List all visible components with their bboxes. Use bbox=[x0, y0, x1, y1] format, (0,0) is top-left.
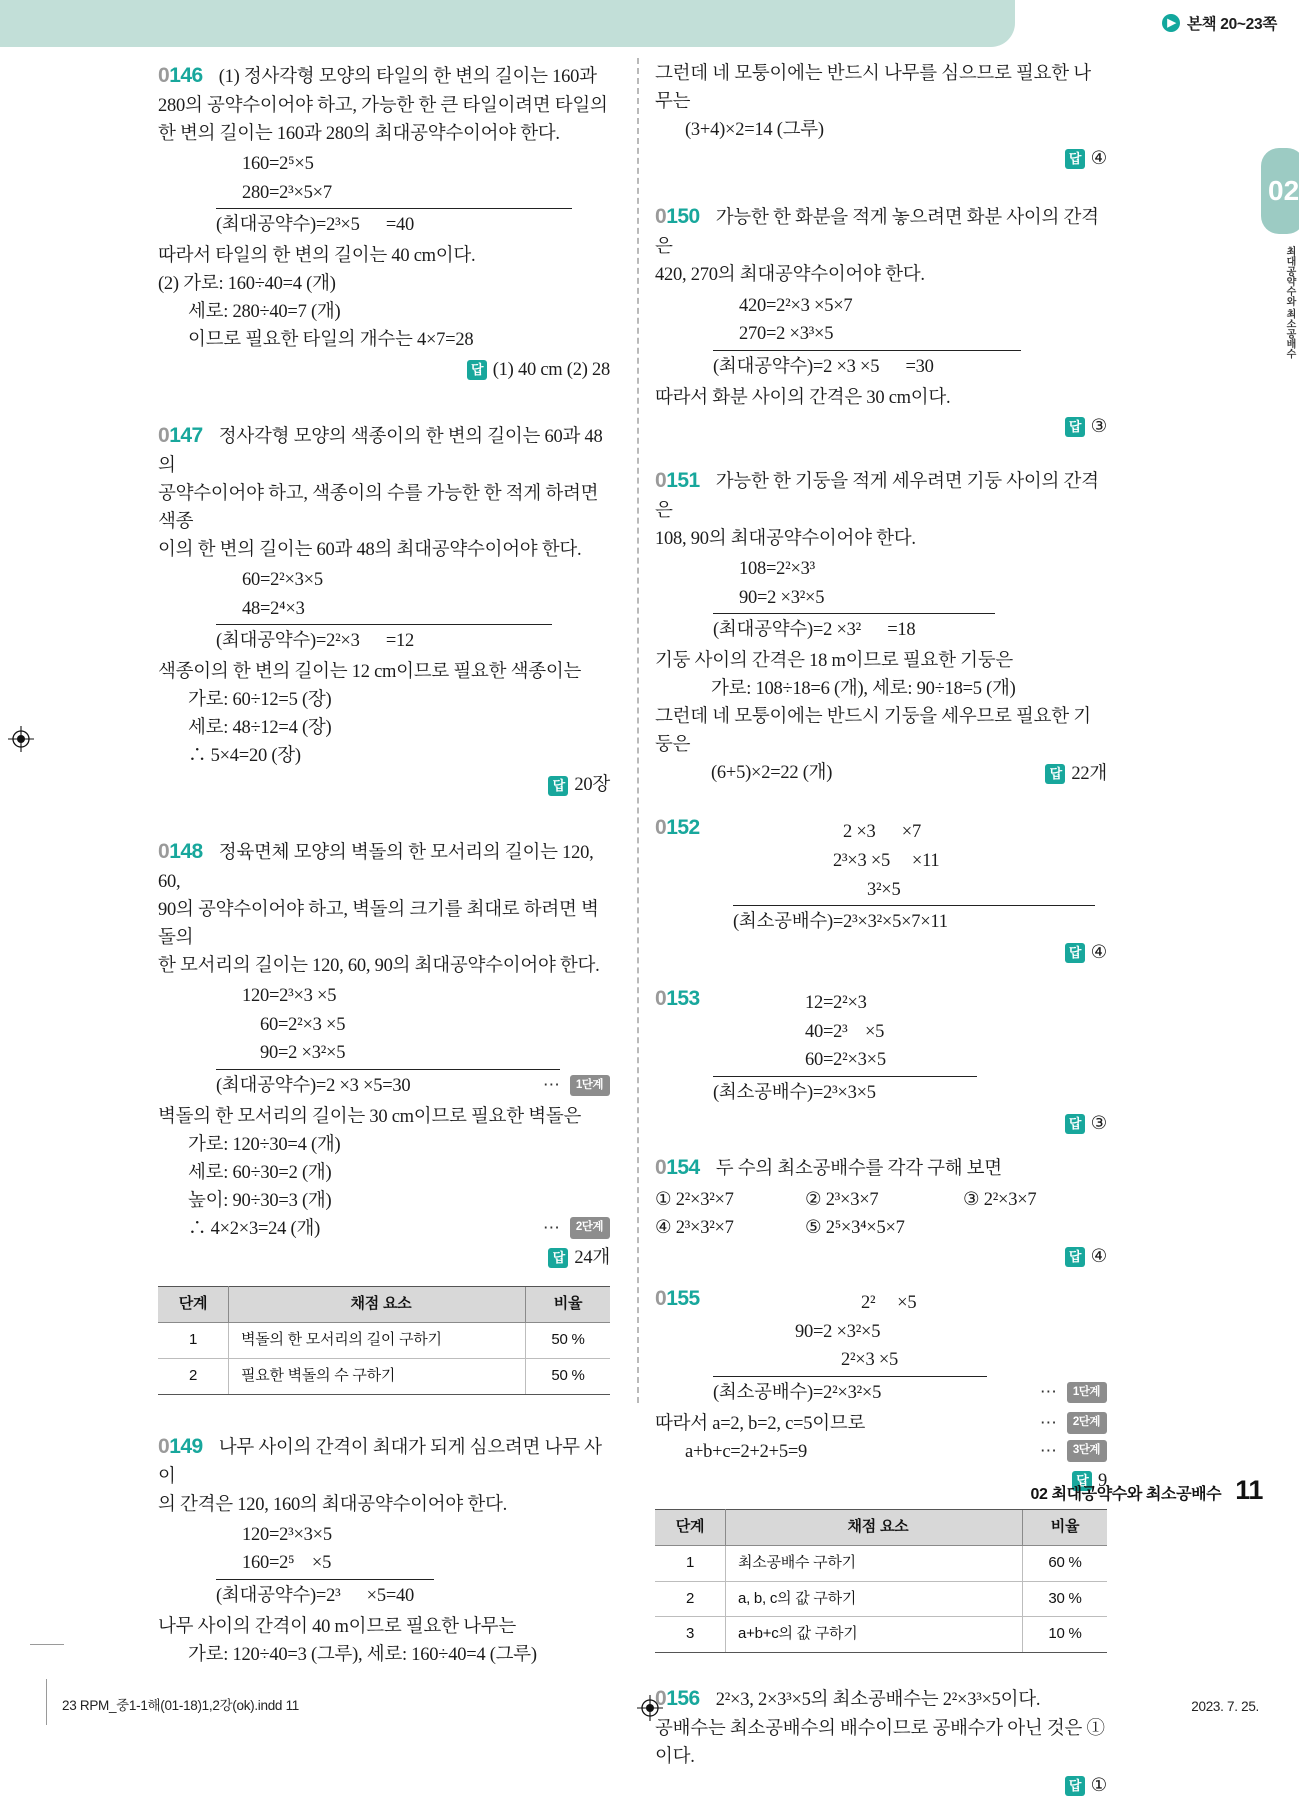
step-chip: 1단계 bbox=[1067, 1382, 1107, 1403]
factorization-result: (최대공약수)=2 ×3² =18 bbox=[713, 620, 916, 641]
cell-item: a, b, c의 값 구하기 bbox=[726, 1581, 1023, 1617]
problem-text-line: 이므로 필요한 타일의 개수는 4×7=28 bbox=[188, 330, 474, 351]
chapter-side-tab-label: 최대공약수와 최소공배수 bbox=[1284, 246, 1295, 359]
cell-rate: 60 % bbox=[1023, 1545, 1108, 1581]
problem-text-line: 가로: 120÷30=4 (개) bbox=[188, 1134, 341, 1155]
problem-text-line: 가능한 한 화분을 적게 놓으려면 화분 사이의 간격은 bbox=[655, 208, 1099, 258]
leader-dots: ⋯ bbox=[542, 1218, 562, 1238]
table-row bbox=[158, 1358, 610, 1394]
problem-0156 bbox=[655, 1683, 1107, 1800]
step-chip: 2단계 bbox=[570, 1217, 610, 1238]
factorization-row: 280=2³×5×7 bbox=[242, 182, 332, 203]
factorization-rule bbox=[216, 1579, 434, 1580]
footer-rule bbox=[30, 1644, 64, 1645]
problem-text-line: 공약수이어야 하고, 색종이의 수를 가능한 한 적게 하려면 색종 bbox=[158, 483, 599, 532]
cell-item: a+b+c의 값 구하기 bbox=[726, 1617, 1023, 1653]
chapter-side-tab-number: 02 bbox=[1268, 175, 1299, 206]
answer-line bbox=[158, 771, 610, 799]
factorization-block bbox=[158, 1521, 610, 1611]
factorization-result: (최소공배수)=2³×3×5 bbox=[713, 1083, 876, 1104]
table-header-row bbox=[655, 1510, 1107, 1546]
problem-text-line: 세로: 48÷12=4 (장) bbox=[188, 718, 332, 739]
answer-badge-icon: 답 bbox=[548, 776, 568, 796]
problem-0148 bbox=[158, 836, 610, 1395]
problem-text-line: 가로: 108÷18=6 (개), 세로: 90÷18=5 (개) bbox=[711, 679, 1016, 700]
answer-value: ① bbox=[1090, 1776, 1107, 1797]
rubric-table bbox=[655, 1509, 1107, 1653]
column-header-step: 단계 bbox=[158, 1287, 229, 1323]
problem-text-line: 높이: 90÷30=3 (개) bbox=[188, 1190, 332, 1211]
answer-line bbox=[655, 1772, 1107, 1800]
leader-dots: ⋯ bbox=[542, 1075, 562, 1095]
problem-number: 0153 bbox=[655, 987, 700, 1011]
step-marker bbox=[1040, 1438, 1107, 1464]
problem-text-line: 색종이의 한 변의 길이는 12 cm이므로 필요한 색종이는 bbox=[158, 662, 582, 683]
factorization-result: (최소공배수)=2³×3²×5×7×11 bbox=[733, 912, 948, 933]
problem-text-line: 가로: 60÷12=5 (장) bbox=[188, 690, 332, 711]
factorization-row: 60=2²×3×5 bbox=[805, 1050, 886, 1071]
answer-badge-icon: 답 bbox=[1065, 1114, 1085, 1134]
problem-text-line: (6+5)×2=22 (개) bbox=[711, 763, 833, 784]
cell-rate: 50 % bbox=[526, 1323, 611, 1359]
problem-0150 bbox=[655, 201, 1107, 440]
problem-0151 bbox=[655, 465, 1107, 789]
problem-text-line: 나무 사이의 간격이 최대가 되게 심으려면 나무 사이 bbox=[158, 1437, 602, 1487]
answer-line bbox=[655, 413, 1107, 441]
problem-text-line: 정사각형 모양의 색종이의 한 변의 길이는 60과 48의 bbox=[158, 426, 603, 476]
answer-value: ④ bbox=[1090, 1247, 1107, 1268]
problem-number: 0146 bbox=[158, 64, 203, 87]
problem-text-line: 한 모서리의 길이는 120, 60, 90의 최대공약수이어야 한다. bbox=[158, 955, 600, 976]
header-reference bbox=[1162, 12, 1277, 34]
problem-text-line: 280의 공약수이어야 하고, 가능한 한 큰 타일이려면 타일의 bbox=[158, 95, 608, 116]
choice-option: ⑤ 2⁵×3⁴×5×7 bbox=[805, 1217, 905, 1238]
cell-item: 필요한 벽돌의 수 구하기 bbox=[229, 1358, 526, 1394]
problem-text-line: ∴ 4×2×3=24 (개) bbox=[188, 1219, 320, 1240]
factorization-rule bbox=[713, 1076, 977, 1077]
problem-0153 bbox=[655, 983, 1107, 1138]
table-row bbox=[158, 1323, 610, 1359]
footer-chapter bbox=[1031, 1475, 1263, 1506]
rubric-table bbox=[158, 1286, 610, 1394]
factorization-row: 60=2²×3 ×5 bbox=[260, 1014, 346, 1035]
problem-text-line: 세로: 60÷30=2 (개) bbox=[188, 1162, 332, 1183]
right-column bbox=[655, 60, 1107, 1802]
choice-option: ③ 2²×3×7 bbox=[963, 1189, 1037, 1210]
problem-text-line: 두 수의 최소공배수를 각각 구해 보면 bbox=[715, 1158, 1002, 1179]
factorization-result: (최소공배수)=2²×3²×5 bbox=[713, 1383, 882, 1404]
factorization-rule bbox=[713, 1376, 987, 1377]
step-chip: 2단계 bbox=[1067, 1412, 1107, 1433]
leader-dots: ⋯ bbox=[1039, 1440, 1059, 1460]
factorization-row: 160=2⁵×5 bbox=[242, 154, 314, 175]
factorization-block bbox=[158, 150, 610, 240]
table-row bbox=[655, 1545, 1107, 1581]
factorization-row: 160=2⁵ ×5 bbox=[242, 1553, 332, 1574]
header-band bbox=[0, 0, 1015, 47]
leader-dots: ⋯ bbox=[1039, 1382, 1059, 1402]
answer-badge-icon: 답 bbox=[1065, 1247, 1085, 1267]
problem-text-line: 세로: 280÷40=7 (개) bbox=[188, 302, 341, 323]
problem-text-line: 나무 사이의 간격이 40 m이므로 필요한 나무는 bbox=[158, 1616, 516, 1637]
factorization-rule bbox=[733, 905, 1095, 906]
problem-number: 0147 bbox=[158, 423, 203, 447]
cell-step: 3 bbox=[655, 1617, 726, 1653]
footer-chapter-label: 02 최대공약수와 최소공배수 bbox=[1030, 1486, 1222, 1503]
table-row bbox=[655, 1581, 1107, 1617]
problem-0155 bbox=[655, 1283, 1107, 1653]
cell-step: 1 bbox=[655, 1545, 726, 1581]
problem-text-line: 정육면체 모양의 벽돌의 한 모서리의 길이는 120, 60, bbox=[158, 842, 594, 892]
step-marker bbox=[1040, 1410, 1107, 1436]
answer-value: ③ bbox=[1090, 1113, 1107, 1134]
factorization-row: 108=2²×3³ bbox=[739, 558, 815, 579]
factorization-row: 420=2²×3 ×5×7 bbox=[739, 295, 853, 316]
problem-number: 0150 bbox=[655, 205, 700, 229]
problem-0149 bbox=[158, 1431, 610, 1669]
problem-number: 0152 bbox=[655, 816, 700, 840]
problem-text-line: 공배수는 최소공배수의 배수이므로 공배수가 아닌 것은 ①이다. bbox=[655, 1719, 1105, 1768]
problem-text-line: 기둥 사이의 간격은 18 m이므로 필요한 기둥은 bbox=[655, 650, 1013, 671]
factorization-row: 90=2 ×3²×5 bbox=[795, 1321, 881, 1342]
factorization-result: (최대공약수)=2 ×3 ×5 =30 bbox=[713, 356, 934, 377]
factorization-rule bbox=[713, 613, 995, 614]
factorization-row: 90=2 ×3²×5 bbox=[260, 1043, 346, 1064]
problem-number: 0149 bbox=[158, 1434, 203, 1458]
answer-badge-icon: 답 bbox=[548, 1248, 568, 1268]
problem-text-line: 벽돌의 한 모서리의 길이는 30 cm이므로 필요한 벽돌은 bbox=[158, 1106, 582, 1127]
column-header-item: 채점 요소 bbox=[726, 1510, 1023, 1546]
column-header-rate: 비율 bbox=[526, 1287, 611, 1323]
factorization-result: (최대공약수)=2³×5 =40 bbox=[216, 215, 415, 236]
left-column bbox=[158, 60, 610, 1671]
problem-text-line: ∴ 5×4=20 (장) bbox=[188, 746, 301, 767]
page-number: 11 bbox=[1235, 1475, 1263, 1505]
column-divider bbox=[637, 58, 639, 1403]
cell-step: 1 bbox=[158, 1323, 229, 1359]
problem-0146 bbox=[158, 60, 610, 384]
factorization-rule bbox=[216, 1069, 560, 1070]
problem-text-line: 그런데 네 모퉁이에는 반드시 기둥을 세우므로 필요한 기둥은 bbox=[655, 707, 1091, 756]
step-chip: 3단계 bbox=[1067, 1440, 1107, 1461]
answer-line bbox=[655, 145, 1107, 173]
step-chip: 1단계 bbox=[570, 1075, 610, 1096]
factorization-block bbox=[655, 818, 1107, 937]
answer-badge-icon: 답 bbox=[1072, 1471, 1092, 1491]
factorization-row: 2²×3 ×5 bbox=[841, 1350, 899, 1371]
factorization-block bbox=[158, 566, 610, 656]
problem-text-line: 따라서 타일의 한 변의 길이는 40 cm이다. bbox=[158, 246, 476, 267]
cell-rate: 10 % bbox=[1023, 1617, 1108, 1653]
problem-text-line: 따라서 a=2, b=2, c=5이므로 bbox=[655, 1413, 866, 1434]
factorization-row: 120=2³×3×5 bbox=[242, 1524, 332, 1545]
answer-badge-icon: 답 bbox=[467, 360, 487, 380]
factorization-row: 48=2⁴×3 bbox=[242, 598, 305, 619]
factorization-rule bbox=[713, 350, 1021, 351]
problem-text-line: (3+4)×2=14 (그루) bbox=[685, 120, 824, 141]
factorization-result: (최대공약수)=2²×3 =12 bbox=[216, 631, 415, 652]
header-reference-label: 본책 20~23쪽 bbox=[1186, 16, 1277, 33]
column-header-rate: 비율 bbox=[1023, 1510, 1108, 1546]
factorization-row: 3²×5 bbox=[867, 879, 901, 900]
answer-line bbox=[158, 1244, 610, 1272]
problem-number: 0155 bbox=[655, 1287, 700, 1311]
print-date: 2023. 7. 25. bbox=[1191, 1699, 1259, 1714]
cell-item: 최소공배수 구하기 bbox=[726, 1545, 1023, 1581]
problem-text-line: (2) 가로: 160÷40=4 (개) bbox=[158, 274, 336, 295]
factorization-row: 60=2²×3×5 bbox=[242, 570, 323, 591]
problem-text-line: 이의 한 변의 길이는 60과 48의 최대공약수이어야 한다. bbox=[158, 539, 582, 560]
problem-0147 bbox=[158, 420, 610, 800]
answer-line bbox=[1045, 760, 1107, 788]
step-marker bbox=[543, 1072, 610, 1098]
answer-line bbox=[655, 1110, 1107, 1138]
factorization-block bbox=[655, 292, 1107, 382]
answer-value: 9 bbox=[1098, 1470, 1107, 1491]
footer-bar bbox=[46, 1679, 47, 1725]
leader-dots: ⋯ bbox=[1039, 1412, 1059, 1432]
step-marker bbox=[1040, 1379, 1107, 1405]
problem-text-line: 의 간격은 120, 160의 최대공약수이어야 한다. bbox=[158, 1494, 507, 1515]
table-row bbox=[655, 1617, 1107, 1653]
factorization-rule bbox=[216, 208, 572, 209]
factorization-block bbox=[655, 1289, 1107, 1408]
problem-text-line: 108, 90의 최대공약수이어야 한다. bbox=[655, 528, 916, 549]
choice-option: ② 2³×3×7 bbox=[805, 1189, 879, 1210]
factorization-block bbox=[158, 982, 610, 1101]
print-file-name: 23 RPM_중1-1해(01-18)1,2강(ok).indd 11 bbox=[62, 1698, 299, 1713]
factorization-result: (최대공약수)=2³ ×5=40 bbox=[216, 1586, 415, 1607]
factorization-row: 12=2²×3 bbox=[805, 993, 867, 1014]
problem-0154 bbox=[655, 1152, 1107, 1271]
choice-option: ④ 2³×3²×7 bbox=[655, 1217, 734, 1238]
factorization-block bbox=[655, 989, 1107, 1108]
problem-text-line: 그런데 네 모퉁이에는 반드시 나무를 심으므로 필요한 나무는 bbox=[655, 64, 1091, 113]
factorization-block bbox=[655, 555, 1107, 645]
column-header-item: 채점 요소 bbox=[229, 1287, 526, 1323]
answer-line bbox=[655, 939, 1107, 967]
problem-text-line: 2²×3, 2×3³×5의 최소공배수는 2²×3³×5이다. bbox=[715, 1690, 1041, 1711]
answer-badge-icon: 답 bbox=[1045, 764, 1065, 784]
step-marker bbox=[543, 1215, 610, 1241]
chapter-side-tab bbox=[1261, 148, 1299, 234]
factorization-row: 2³×3 ×5 ×11 bbox=[833, 851, 940, 872]
problem-number: 0154 bbox=[655, 1155, 700, 1179]
answer-value: 20장 bbox=[574, 775, 610, 796]
problem-number: 0151 bbox=[655, 468, 700, 492]
cell-rate: 30 % bbox=[1023, 1581, 1108, 1617]
factorization-rule bbox=[216, 624, 552, 625]
problem-text-line: 90의 공약수이어야 하고, 벽돌의 크기를 최대로 하려면 벽돌의 bbox=[158, 899, 599, 948]
arrow-right-icon: ▶ bbox=[1162, 14, 1180, 32]
problem-text-line: 420, 270의 최대공약수이어야 한다. bbox=[655, 265, 925, 286]
cell-rate: 50 % bbox=[526, 1358, 611, 1394]
answer-value: (1) 40 cm (2) 28 bbox=[492, 359, 610, 380]
problem-text-line: 따라서 화분 사이의 간격은 30 cm이다. bbox=[655, 387, 951, 408]
factorization-row: 90=2 ×3²×5 bbox=[739, 587, 825, 608]
factorization-row: 40=2³ ×5 bbox=[805, 1021, 885, 1042]
answer-line bbox=[655, 1243, 1107, 1271]
problem-text-line: a+b+c=2+2+5=9 bbox=[685, 1441, 808, 1462]
problem-text-line: (1) 정사각형 모양의 타일의 한 변의 길이는 160과 bbox=[218, 67, 597, 87]
factorization-row: 2² ×5 bbox=[861, 1293, 917, 1314]
answer-value: 24개 bbox=[574, 1248, 610, 1269]
problem-text-line: 가능한 한 기둥을 적게 세우려면 기둥 사이의 간격은 bbox=[655, 471, 1099, 521]
factorization-result: (최대공약수)=2 ×3 ×5=30 bbox=[216, 1075, 411, 1096]
answer-line bbox=[158, 356, 610, 384]
factorization-row: 270=2 ×3³×5 bbox=[739, 324, 834, 345]
problem-text-line: 한 변의 길이는 160과 280의 최대공약수이어야 한다. bbox=[158, 124, 560, 145]
problem-number: 0156 bbox=[655, 1687, 700, 1711]
answer-badge-icon: 답 bbox=[1065, 943, 1085, 963]
registration-mark-icon bbox=[8, 726, 34, 752]
factorization-row: 2 ×3 ×7 bbox=[843, 822, 921, 843]
problem-text-line: 가로: 120÷40=3 (그루), 세로: 160÷40=4 (그루) bbox=[188, 1644, 537, 1665]
cell-item: 벽돌의 한 모서리의 길이 구하기 bbox=[229, 1323, 526, 1359]
cell-step: 2 bbox=[655, 1581, 726, 1617]
answer-value: ④ bbox=[1090, 149, 1107, 170]
table-header-row bbox=[158, 1287, 610, 1323]
answer-badge-icon: 답 bbox=[1065, 417, 1085, 437]
answer-value: 22개 bbox=[1071, 764, 1107, 785]
problem-number: 0148 bbox=[158, 839, 203, 863]
column-header-step: 단계 bbox=[655, 1510, 726, 1546]
problem-0149-continuation bbox=[655, 60, 1107, 173]
cell-step: 2 bbox=[158, 1358, 229, 1394]
answer-value: ③ bbox=[1090, 416, 1107, 437]
factorization-row: 120=2³×3 ×5 bbox=[242, 985, 337, 1006]
answer-badge-icon: 답 bbox=[1065, 149, 1085, 169]
problem-0152 bbox=[655, 812, 1107, 967]
answer-badge-icon: 답 bbox=[1065, 1776, 1085, 1796]
answer-value: ④ bbox=[1090, 943, 1107, 964]
choice-option: ① 2²×3²×7 bbox=[655, 1189, 734, 1210]
